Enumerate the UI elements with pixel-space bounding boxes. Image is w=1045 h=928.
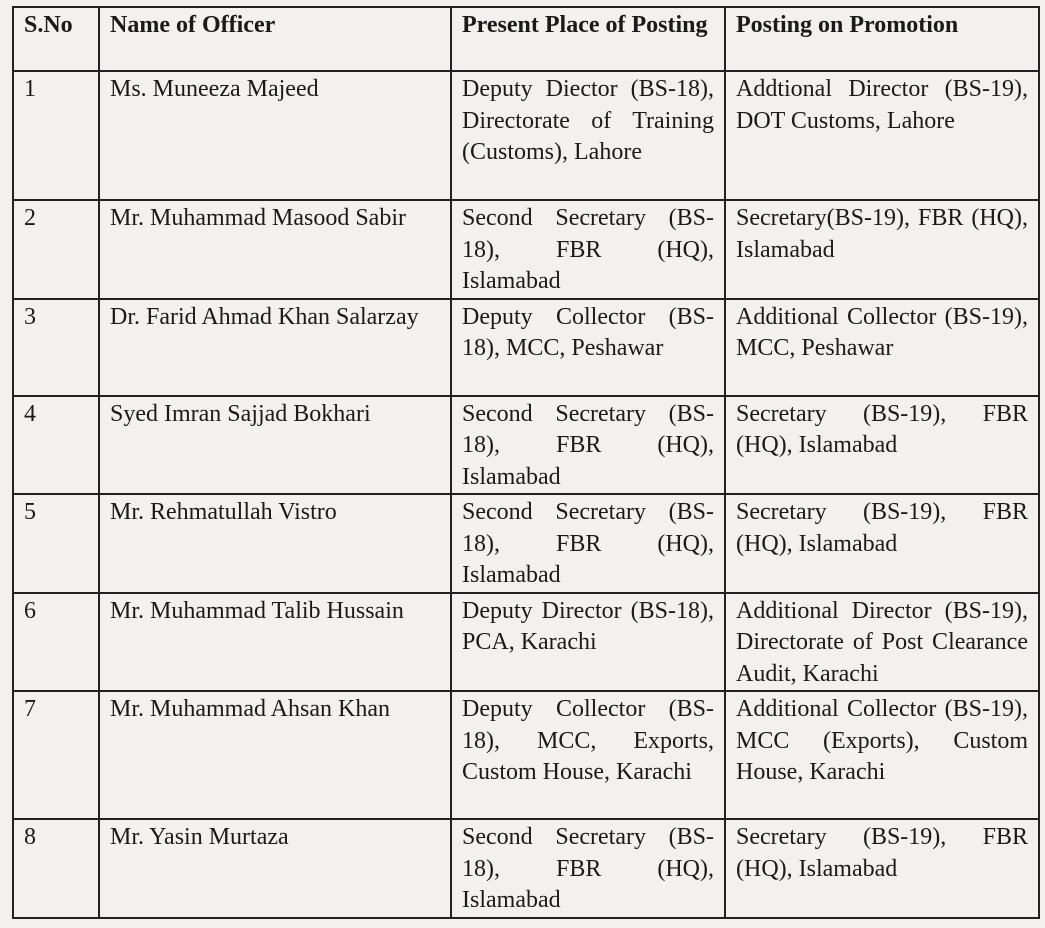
cell-officer-name: Mr. Muhammad Talib Hussain: [99, 593, 451, 692]
cell-present-posting: Second Secretary (BS-18), FBR (HQ), Islamabad: [451, 494, 725, 593]
cell-sno: 5: [13, 494, 99, 593]
cell-sno: 6: [13, 593, 99, 692]
table-row: [13, 691, 1039, 819]
cell-promotion-posting: Additional Collector (BS-19), MCC, Peshawar: [725, 299, 1039, 396]
cell-officer-name: Mr. Muhammad Ahsan Khan: [99, 691, 451, 819]
cell-promotion-posting: Secretary (BS-19), FBR (HQ), Islamabad: [725, 396, 1039, 495]
table-row: [13, 494, 1039, 593]
header-officer-name: Name of Officer: [99, 7, 451, 71]
cell-promotion-posting: Secretary (BS-19), FBR (HQ), Islamabad: [725, 819, 1039, 918]
table-row: [13, 396, 1039, 495]
cell-officer-name: Ms. Muneeza Majeed: [99, 71, 451, 200]
cell-sno: 3: [13, 299, 99, 396]
cell-present-posting: Second Secretary (BS-18), FBR (HQ), Islamabad: [451, 396, 725, 495]
cell-officer-name: Mr. Yasin Murtaza: [99, 819, 451, 918]
header-present-posting: Present Place of Posting: [451, 7, 725, 71]
table-row: [13, 299, 1039, 396]
cell-sno: 4: [13, 396, 99, 495]
cell-sno: 8: [13, 819, 99, 918]
cell-promotion-posting: Secretary(BS-19), FBR (HQ), Islamabad: [725, 200, 1039, 299]
cell-promotion-posting: Addtional Director (BS-19), DOT Customs, Lahore: [725, 71, 1039, 200]
cell-present-posting: Deputy Collector (BS-18), MCC, Peshawar: [451, 299, 725, 396]
officer-postings-table: [12, 6, 1040, 919]
table-row: [13, 819, 1039, 918]
cell-officer-name: Dr. Farid Ahmad Khan Salarzay: [99, 299, 451, 396]
cell-sno: 1: [13, 71, 99, 200]
table-row: [13, 593, 1039, 692]
table-row: [13, 200, 1039, 299]
cell-promotion-posting: Secretary (BS-19), FBR (HQ), Islamabad: [725, 494, 1039, 593]
header-row: [13, 7, 1039, 71]
cell-present-posting: Deputy Director (BS-18), PCA, Karachi: [451, 593, 725, 692]
cell-present-posting: Second Secretary (BS-18), FBR (HQ), Islamabad: [451, 200, 725, 299]
cell-present-posting: Deputy Diector (BS-18), Directorate of Training (Customs), Lahore: [451, 71, 725, 200]
cell-officer-name: Syed Imran Sajjad Bokhari: [99, 396, 451, 495]
cell-sno: 7: [13, 691, 99, 819]
cell-officer-name: Mr. Rehmatullah Vistro: [99, 494, 451, 593]
header-sno: S.No: [13, 7, 99, 71]
cell-sno: 2: [13, 200, 99, 299]
cell-officer-name: Mr. Muhammad Masood Sabir: [99, 200, 451, 299]
table-row: [13, 71, 1039, 200]
cell-present-posting: Deputy Collector (BS-18), MCC, Exports, Custom House, Karachi: [451, 691, 725, 819]
header-promotion-posting: Posting on Promotion: [725, 7, 1039, 71]
cell-present-posting: Second Secretary (BS-18), FBR (HQ), Islamabad: [451, 819, 725, 918]
cell-promotion-posting: Additional Director (BS-19), Directorate of Post Clearance Audit, Karachi: [725, 593, 1039, 692]
cell-promotion-posting: Additional Collector (BS-19), MCC (Exports), Custom House, Karachi: [725, 691, 1039, 819]
